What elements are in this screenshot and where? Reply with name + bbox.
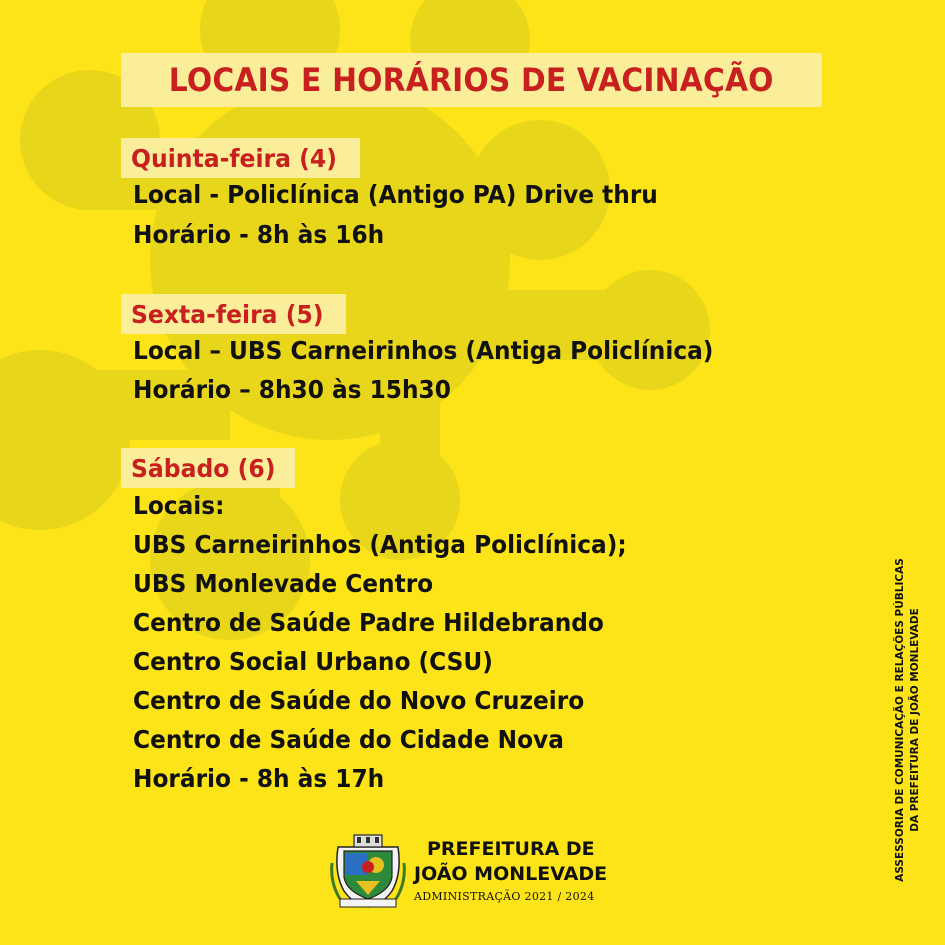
schedule-line: Horário – 8h30 às 15h30 bbox=[133, 375, 451, 404]
schedule-line: Centro Social Urbano (CSU) bbox=[133, 647, 493, 676]
schedule-line: Centro de Saúde do Cidade Nova bbox=[133, 725, 564, 754]
side-credit-line2: DA PREFEITURA DE JOÃO MONLEVADE bbox=[909, 608, 921, 832]
schedule-line: UBS Monlevade Centro bbox=[133, 569, 434, 598]
municipal-crest-icon bbox=[330, 833, 406, 909]
footer-administration: ADMINISTRAÇÃO 2021 / 2024 bbox=[414, 890, 595, 903]
footer-title-line1: PREFEITURA DE bbox=[427, 838, 595, 860]
page-title: LOCAIS E HORÁRIOS DE VACINAÇÃO bbox=[169, 61, 774, 99]
schedule-line: Centro de Saúde do Novo Cruzeiro bbox=[133, 686, 585, 715]
title-banner bbox=[121, 53, 822, 107]
side-credit bbox=[893, 535, 923, 905]
footer-title-line2: JOÃO MONLEVADE bbox=[414, 863, 608, 885]
schedule-line: Locais: bbox=[133, 491, 225, 520]
schedule-line: Horário - 8h às 17h bbox=[133, 764, 385, 793]
day-label: Quinta-feira (4) bbox=[131, 143, 338, 173]
schedule-line: Centro de Saúde Padre Hildebrando bbox=[133, 608, 604, 637]
day-label-box-thursday bbox=[121, 138, 360, 178]
schedule-line: Local – UBS Carneirinhos (Antiga Policlínica) bbox=[133, 336, 714, 365]
schedule-line: Horário - 8h às 16h bbox=[133, 220, 385, 249]
day-label: Sábado (6) bbox=[131, 453, 276, 483]
day-label-box-friday bbox=[121, 294, 346, 334]
schedule-line: UBS Carneirinhos (Antiga Policlínica); bbox=[133, 530, 627, 559]
municipal-footer bbox=[330, 833, 630, 913]
side-credit-line1: ASSESSORIA DE COMUNICAÇÃO E RELAÇÕES PÚBLICAS bbox=[894, 558, 906, 882]
day-label-box-saturday bbox=[121, 448, 295, 488]
schedule-line: Local - Policlínica (Antigo PA) Drive thru bbox=[133, 180, 658, 209]
day-label: Sexta-feira (5) bbox=[131, 299, 324, 329]
